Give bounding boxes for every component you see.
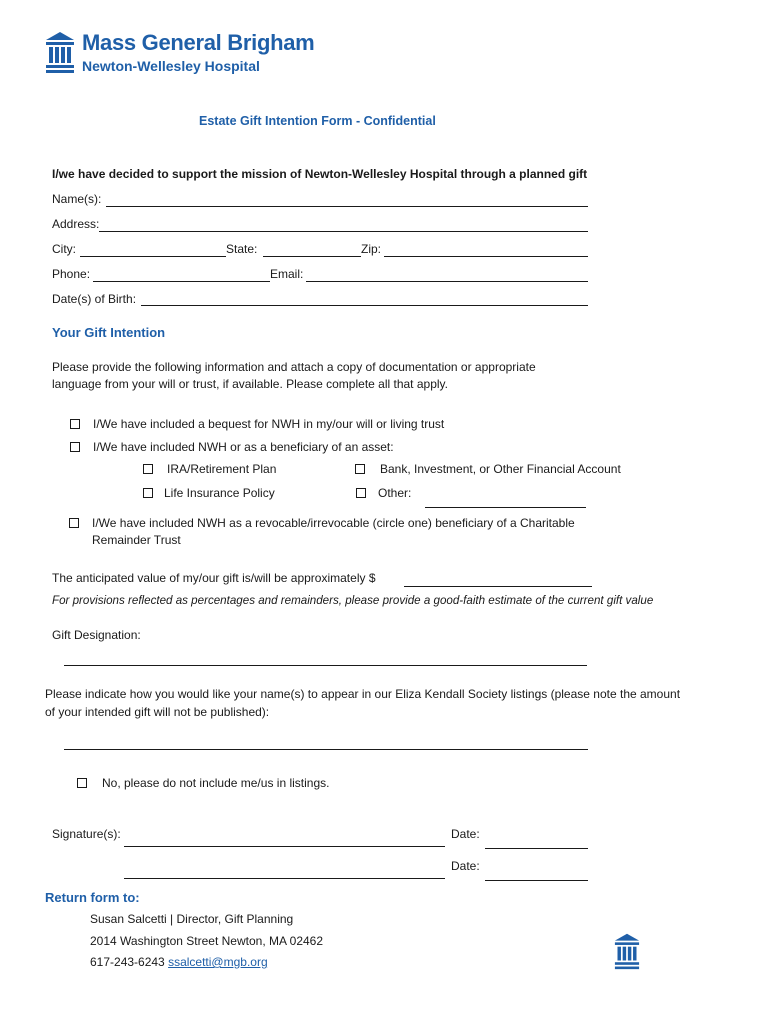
return-phone-line <box>90 955 268 969</box>
date-field-1[interactable] <box>485 848 588 849</box>
listing-line-2: of your intended gift will not be published): <box>45 705 270 719</box>
beneficiary-checkbox[interactable] <box>70 442 80 452</box>
zip-field[interactable] <box>384 256 588 257</box>
listing-name-field[interactable] <box>64 749 588 750</box>
bequest-label: I/We have included a bequest for NWH in my/our will or living trust <box>93 417 445 431</box>
org-name: Mass General Brigham <box>82 30 315 55</box>
state-field[interactable] <box>263 256 361 257</box>
instructions-line-1: Please provide the following information and attach a copy of documentation or appropriate <box>52 360 536 374</box>
hospital-name: Newton-Wellesley Hospital <box>82 58 260 74</box>
building-icon <box>44 30 76 74</box>
return-email-link[interactable]: ssalcetti@mgb.org <box>168 955 268 969</box>
bank-label: Bank, Investment, or Other Financial Account <box>380 462 621 476</box>
bank-checkbox[interactable] <box>355 464 365 474</box>
dob-label: Date(s) of Birth: <box>52 292 137 306</box>
form-intro: I/we have decided to support the mission of Newton-Wellesley Hospital through a planned gift <box>52 167 588 181</box>
designation-field[interactable] <box>64 665 587 666</box>
life-insurance-checkbox[interactable] <box>143 488 153 498</box>
date-label-2: Date: <box>451 859 480 873</box>
zip-label: Zip: <box>361 242 382 256</box>
date-field-2[interactable] <box>485 880 588 881</box>
email-label: Email: <box>270 267 304 281</box>
return-phone: 617-243-6243 <box>90 955 165 969</box>
header-logo <box>44 30 344 76</box>
beneficiary-label: I/We have included NWH or as a beneficiary of an asset: <box>93 440 394 454</box>
email-field[interactable] <box>306 281 588 282</box>
ira-checkbox[interactable] <box>143 464 153 474</box>
designation-label: Gift Designation: <box>52 628 141 642</box>
life-insurance-label: Life Insurance Policy <box>164 486 275 500</box>
address-field[interactable] <box>99 231 588 232</box>
signature-label: Signature(s): <box>52 827 121 841</box>
value-note: For provisions reflected as percentages and remainders, please provide a good-faith estimate of the current gift value <box>52 594 654 607</box>
bequest-checkbox[interactable] <box>70 419 80 429</box>
city-field[interactable] <box>80 256 226 257</box>
signature-field-1[interactable] <box>124 846 445 847</box>
other-label: Other: <box>378 486 412 500</box>
state-label: State: <box>226 242 258 256</box>
names-label: Name(s): <box>52 192 102 206</box>
value-field[interactable] <box>404 586 592 587</box>
no-listing-checkbox[interactable] <box>77 778 87 788</box>
gift-intention-heading: Your Gift Intention <box>52 325 166 340</box>
no-listing-label: No, please do not include me/us in listings. <box>102 776 330 790</box>
form-title: Estate Gift Intention Form - Confidential <box>199 114 436 128</box>
trust-label-line-1: I/We have included NWH as a revocable/irrevocable (circle one) beneficiary of a Charitable <box>92 516 575 530</box>
date-label-1: Date: <box>451 827 480 841</box>
phone-label: Phone: <box>52 267 91 281</box>
value-label: The anticipated value of my/our gift is/will be approximately $ <box>52 571 376 585</box>
city-label: City: <box>52 242 76 256</box>
return-address: 2014 Washington Street Newton, MA 02462 <box>90 934 324 948</box>
return-contact: Susan Salcetti | Director, Gift Planning <box>90 912 294 926</box>
phone-field[interactable] <box>93 281 270 282</box>
listing-line-1: Please indicate how you would like your name(s) to appear in our Eliza Kendall Society listings (please note the amount <box>45 687 681 701</box>
other-checkbox[interactable] <box>356 488 366 498</box>
names-field[interactable] <box>106 206 588 207</box>
other-field[interactable] <box>425 507 586 508</box>
dob-field[interactable] <box>141 305 588 306</box>
building-icon-footer <box>613 932 641 970</box>
ira-label: IRA/Retirement Plan <box>167 462 277 476</box>
instructions-line-2: language from your will or trust, if available. Please complete all that apply. <box>52 377 448 391</box>
trust-label-line-2: Remainder Trust <box>92 533 181 547</box>
signature-field-2[interactable] <box>124 878 445 879</box>
return-heading: Return form to: <box>45 890 140 905</box>
address-label: Address: <box>52 217 100 231</box>
trust-checkbox[interactable] <box>69 518 79 528</box>
